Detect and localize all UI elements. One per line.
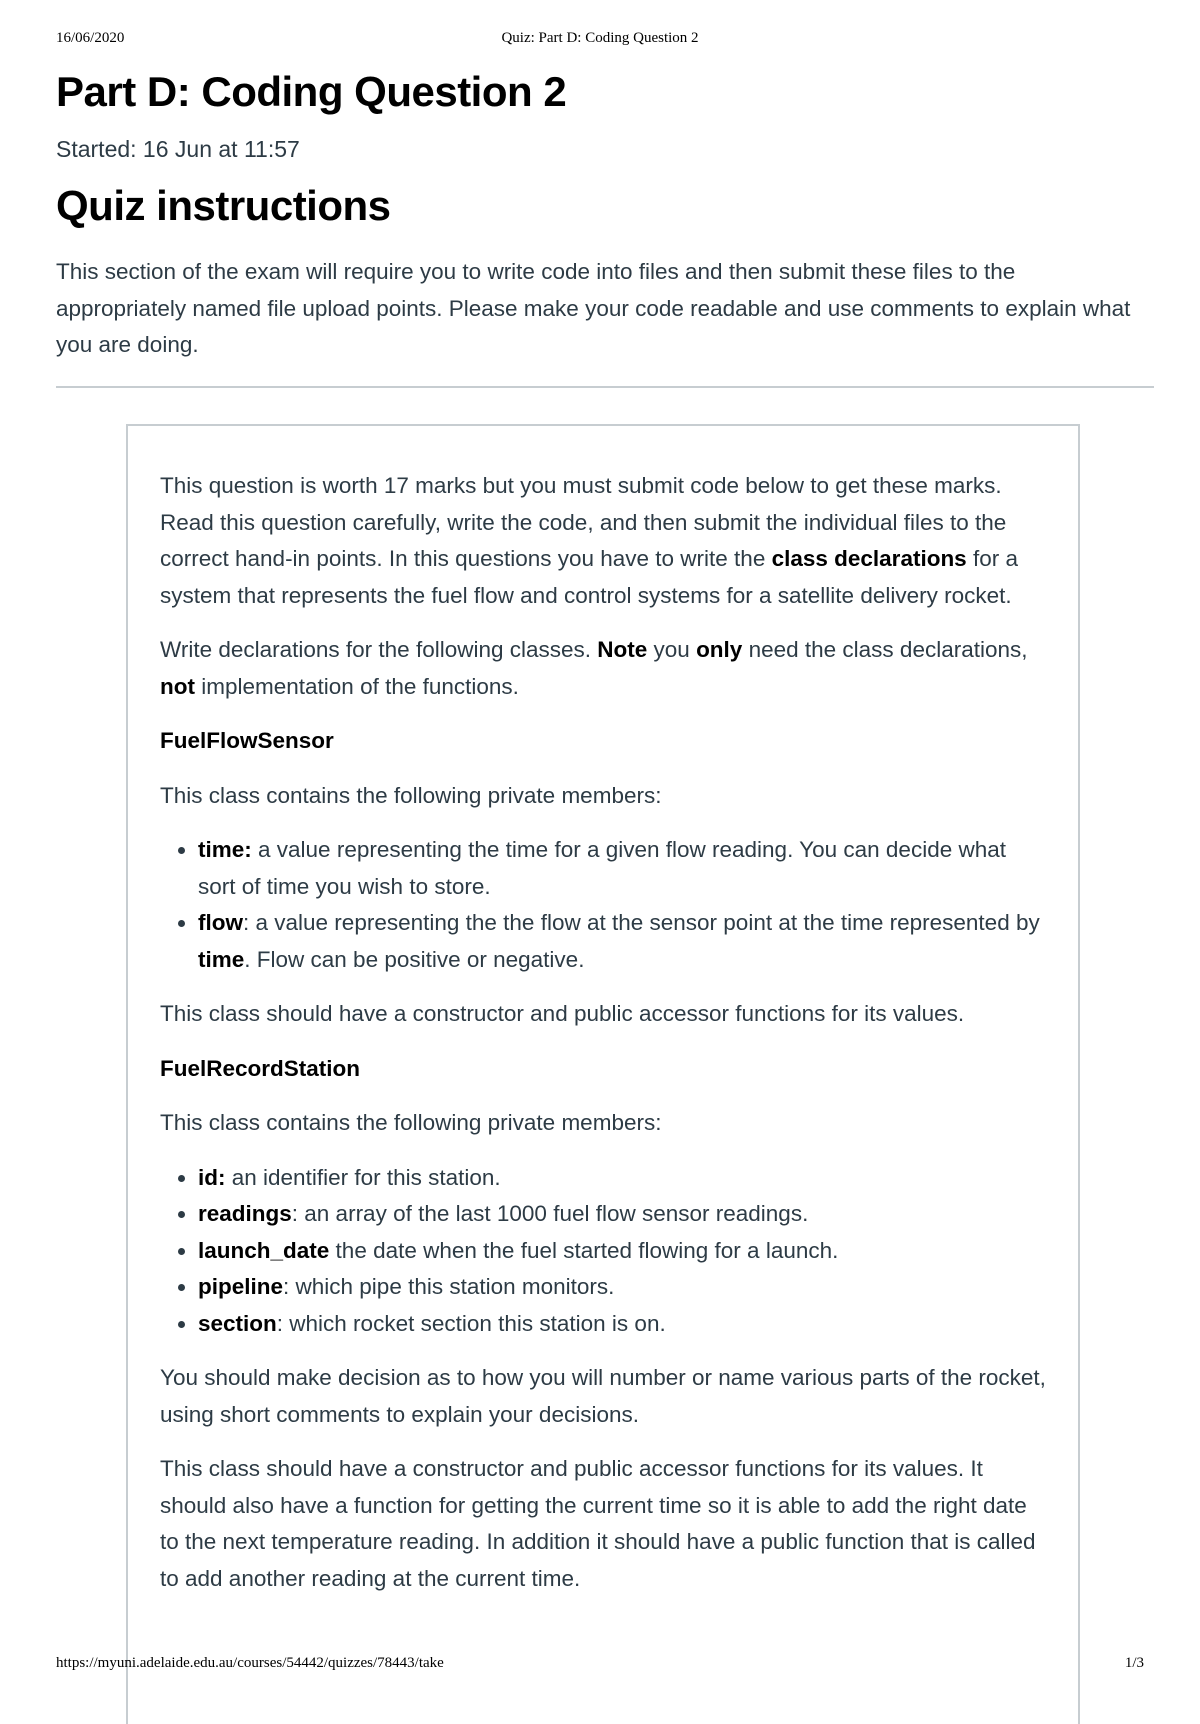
started-timestamp: Started: 16 Jun at 11:57 <box>56 136 300 162</box>
divider <box>56 386 1154 388</box>
list-item <box>198 905 1048 978</box>
instructions-text: This section of the exam will require you to write code into files and then submit these files to the appropriately named file upload points. Please make your code readable and use comments to explain what you are doing. <box>56 259 1131 357</box>
member-desc: : an array of the last 1000 fuel flow sensor readings. <box>291 1201 809 1226</box>
member-desc: an identifier for this station. <box>225 1164 501 1190</box>
intro-bold: class declarations <box>771 546 967 571</box>
print-page-title: Quiz: Part D: Coding Question 2 <box>501 30 699 46</box>
print-date: 16/06/2020 <box>56 30 125 46</box>
print-url: https://myuni.adelaide.edu.au/courses/54442/quizzes/78443/take <box>56 1655 444 1671</box>
class2-decision-note: You should make decision as to how you will number or name various parts of the rocket, using short comments to explain your decisions. <box>160 1365 1046 1427</box>
member-desc: a value representing the time for a given flow reading. You can decide what sort of time you wish to store. <box>198 837 1006 899</box>
list-item <box>198 1269 1048 1306</box>
question-text <box>128 426 1078 1597</box>
print-header <box>56 30 1144 54</box>
member-name: id: <box>198 1164 226 1190</box>
question-box <box>126 424 1080 1724</box>
decl-bold-not: not <box>160 673 195 699</box>
class-name-fuelflowsensor: FuelFlowSensor <box>160 728 334 753</box>
member-desc: : which pipe this station monitors. <box>283 1274 615 1299</box>
decl-text-1: Write declarations for the following classes. <box>160 637 598 662</box>
class1-footer: This class should have a constructor and public accessor functions for its values. <box>160 1001 965 1026</box>
member-desc-bold: time <box>198 946 245 972</box>
member-name: section <box>198 1310 277 1336</box>
class-name-fuelrecordstation: FuelRecordStation <box>160 1055 361 1081</box>
member-name: launch_date <box>198 1237 330 1263</box>
list-item <box>198 832 1048 905</box>
decl-text-2: you <box>647 637 697 662</box>
class2-member-list <box>160 1160 1048 1343</box>
member-name: readings <box>198 1201 292 1226</box>
decl-bold-note: Note <box>597 637 648 662</box>
list-item <box>198 1306 1048 1343</box>
member-desc: . Flow can be positive or negative. <box>244 946 585 972</box>
member-name: time: <box>198 837 252 862</box>
decl-bold-only: only <box>696 637 743 662</box>
intro-text-1: This question is worth 17 marks but you must submit code below to get these marks. Read this question carefully, write the code, and then submit the individual files to the correct hand-in points. In this questions you have to write the <box>160 473 1007 571</box>
question-intro <box>160 468 1048 614</box>
page-number: 1/3 <box>1124 1655 1144 1671</box>
print-footer <box>56 1655 1144 1679</box>
list-item <box>198 1160 1048 1197</box>
decl-text-3: need the class declarations, <box>742 637 1028 662</box>
class2-footer: This class should have a constructor and public accessor functions for its values. It should also have a function for getting the current time so it is able to add the right date to the next temperature reading. In addition it should have a public function that is called to add another reading at the current time. <box>160 1456 1036 1591</box>
list-item <box>198 1196 1048 1233</box>
list-item <box>198 1233 1048 1270</box>
instructions-heading: Quiz instructions <box>56 182 391 229</box>
intro-text-2: for a system that represents the fuel flow and control systems for a satellite delivery rocket. <box>160 546 1018 608</box>
member-name: flow <box>198 910 243 935</box>
decl-text-4: implementation of the functions. <box>194 673 519 699</box>
quiz-content <box>56 60 1154 388</box>
member-desc: : a value representing the the flow at the sensor point at the time represented by <box>243 910 1040 935</box>
member-desc: the date when the fuel started flowing for a launch. <box>329 1237 839 1263</box>
member-name: pipeline <box>198 1274 284 1299</box>
page-title: Part D: Coding Question 2 <box>56 68 567 115</box>
class1-member-list <box>160 832 1048 978</box>
class1-members-intro: This class contains the following private members: <box>160 782 662 808</box>
class2-members-intro: This class contains the following private members: <box>160 1110 662 1135</box>
member-desc: : which rocket section this station is on. <box>276 1310 666 1336</box>
write-declarations-note <box>160 632 1048 705</box>
